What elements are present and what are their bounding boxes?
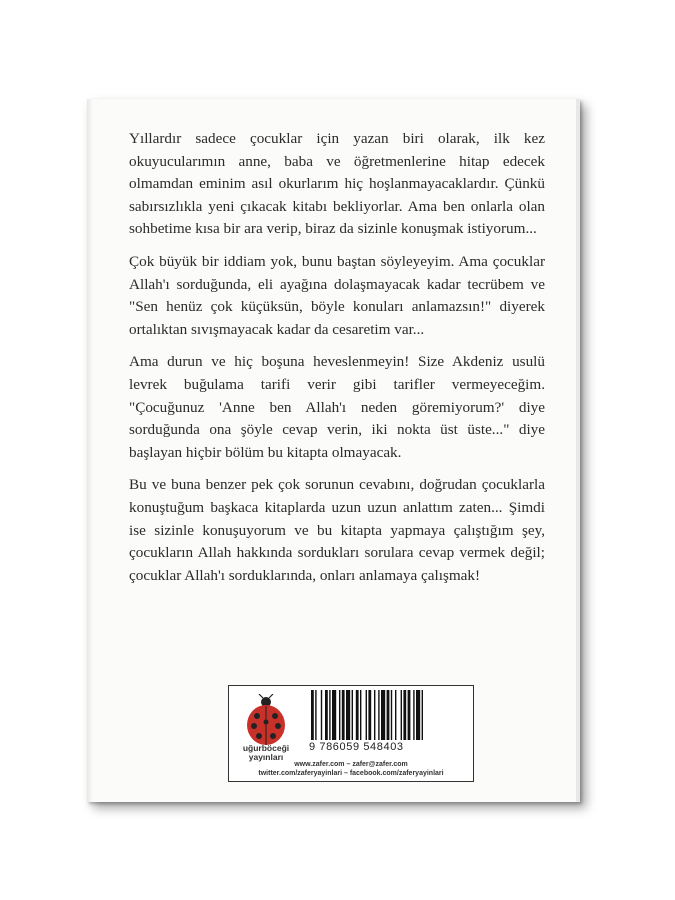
barcode-bar <box>339 690 340 740</box>
barcode-bar <box>416 690 420 740</box>
spine-shadow <box>87 99 93 802</box>
barcode-bar <box>403 690 406 740</box>
barcode-bar <box>391 690 392 740</box>
barcode-bar <box>311 690 314 740</box>
ladybug-logo-icon <box>243 694 289 748</box>
barcode-bar <box>315 690 316 740</box>
barcode-bar <box>395 690 396 740</box>
paragraph-1: Yıllardır sadece çocuklar için yazan biri olarak, ilk kez okuyucularımın anne, baba ve öğretmenlerine hitap edecek olmamdan eminim asıl okurlarım hiç hoşlanmayacaklardır. Çünkü sabırsızlıkla yeni çıkacak kitabı bekliyorlar. Ama ben onlarla olan sohbetime kısa bir ara verip, biraz da sizinle konuşmak istiyorum... <box>129 130 545 238</box>
publisher-name: uğurböceği yayınları <box>242 743 290 762</box>
barcode-bar <box>332 690 336 740</box>
barcode-bar <box>368 690 371 740</box>
paragraph-2: Çok büyük bir iddiam yok, bunu baştan söyleyeyim. Ama çocuklar Allah'ı sorduğunda, eli ayağına dolaşmayacak kadar tecrübem ve "Sen henüz çok küçüksün, böyle konuları anlamazsın!" diyerek ortalıktan sıvışmayacak kadar da cesaretim var... <box>129 252 545 338</box>
barcode-bar <box>329 690 330 740</box>
barcode-bar <box>401 690 402 740</box>
barcode-bar <box>408 690 411 740</box>
barcode-bar <box>422 690 423 740</box>
barcode-bar <box>342 690 345 740</box>
barcode-bar <box>321 690 322 740</box>
barcode-bar <box>374 690 375 740</box>
paragraph-4: Bu ve buna benzer pek çok sorunun cevabını, doğrudan çocuklarla konuştuğum başkaca kitaplarda uzun uzun anlattım zaten... Şimdi ise sizinle konuşuyorum ve bu kitapta yapmaya çalıştığım şey, çocukların Allah hakkında sordukları sorulara cevap vermek değil; çocuklar Allah'ı sorduklarında, onları anlamaya çalışmak! <box>129 476 545 584</box>
barcode-bar <box>360 690 361 740</box>
barcode-bar <box>346 690 350 740</box>
contact-line-1: www.zafer.com – zafer@zafer.com <box>294 761 408 768</box>
publisher-box <box>228 685 474 782</box>
blurb-text <box>129 128 545 597</box>
barcode-bar <box>381 690 385 740</box>
barcode-bar <box>413 690 414 740</box>
barcode-bar <box>356 690 359 740</box>
isbn-barcode <box>309 690 465 740</box>
barcode-bar <box>366 690 367 740</box>
contact-line-2: twitter.com/zaferyayinlari – facebook.com/zaferyayinlari <box>258 770 444 777</box>
barcode-bar <box>387 690 390 740</box>
barcode-bar <box>325 690 328 740</box>
barcode-bar <box>352 690 353 740</box>
paragraph-3: Ama durun ve hiç boşuna heveslenmeyin! Size Akdeniz usulü levrek buğulama tarifi verir gibi tarifler vermeyeceğim. "Çocuğunuz 'Anne ben Allah'ı neden göremiyorum?' diye sorduğunda ona şöyle cevap verin, iki nokta üst üste..." diye başlayan hiçbir bölüm bu kitapta olmayacak. <box>129 353 545 461</box>
isbn-number: 9 786059 548403 <box>309 741 404 753</box>
barcode-bar <box>378 690 379 740</box>
